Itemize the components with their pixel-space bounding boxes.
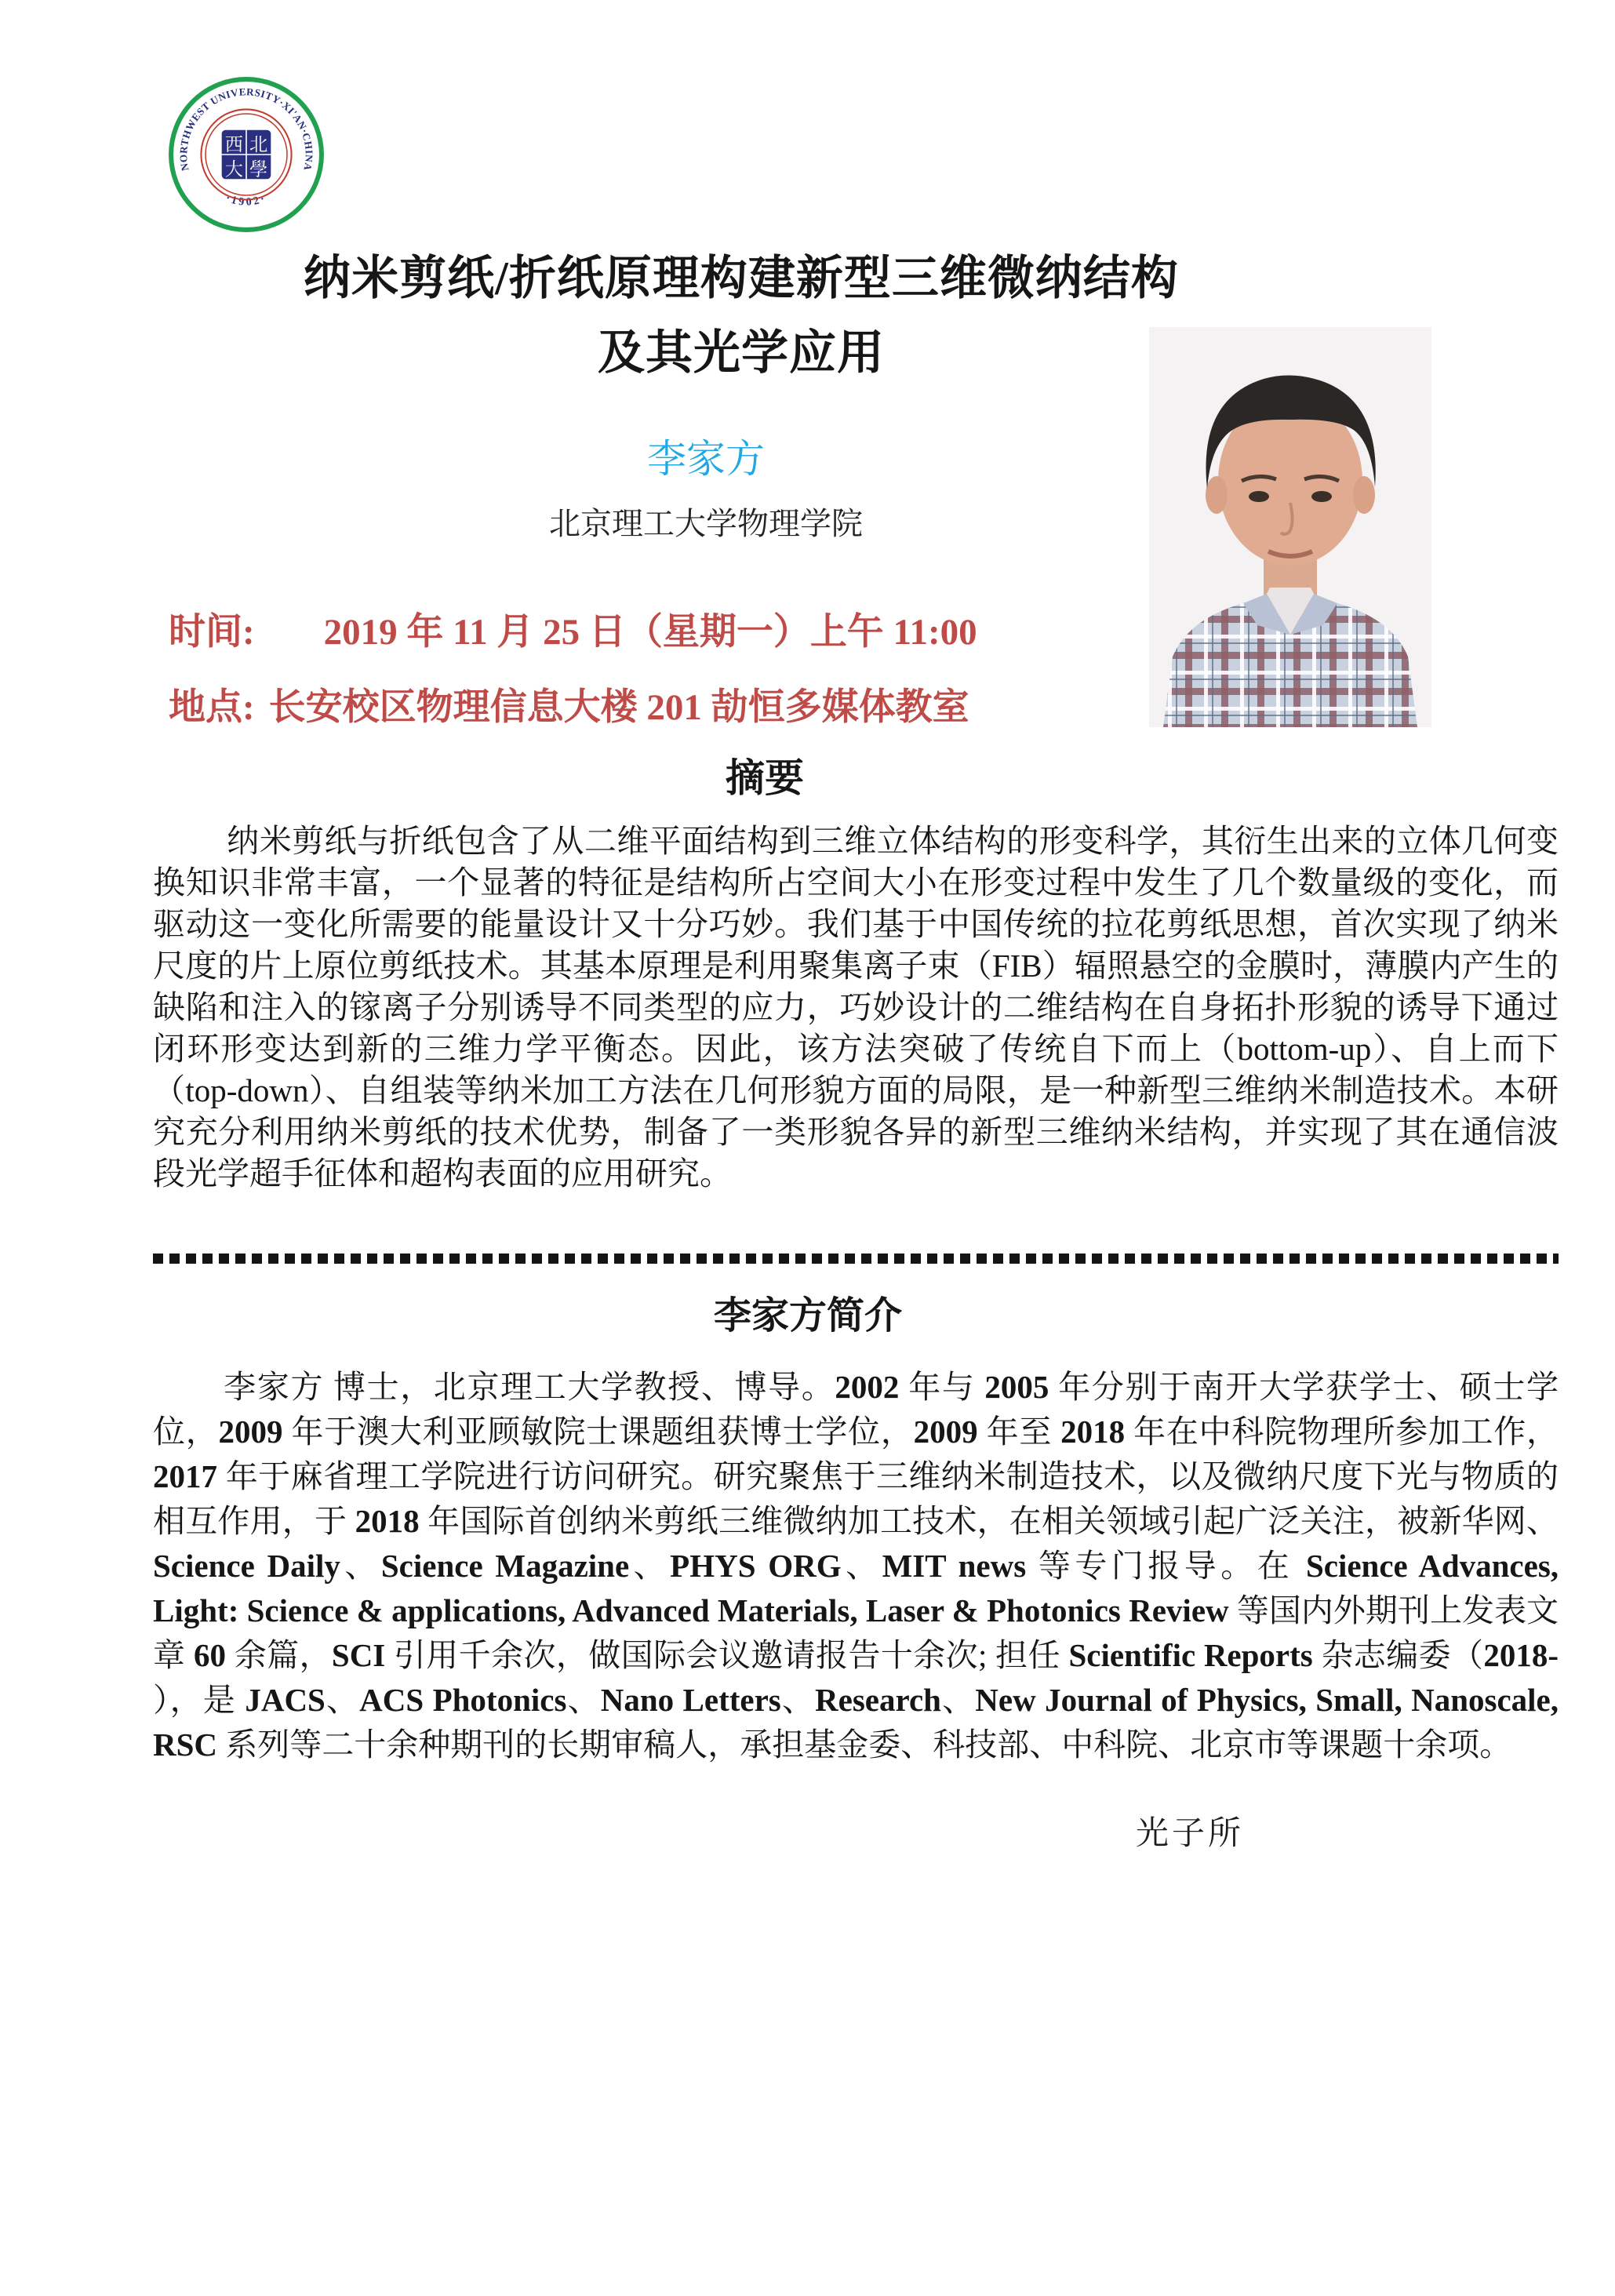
speaker-photo: [1149, 327, 1431, 727]
bio-heading: 李家方简介: [713, 1295, 902, 1337]
logo-top-text: NORTHWEST UNIVERSITY·XI'AN·CHINA: [177, 86, 315, 173]
bio-body: 李家方 博士，北京理工大学教授、博导。2002 年与 2005 年分别于南开大学获学士、硕士学位，2009 年于澳大利亚顾敏院士课题组获博士学位，2009 年至 2018 年在中科院物理所参加工作，2017 年于麻省理工学院进行访问研究。研究聚焦于三维纳米制造技术，以及微纳尺度下光与物质的相互作用，于 2018 年国际首创纳米剪纸三维微纳加工技术，在相关领域引起广泛关注，被新华网、Science Daily、Science Magazine、PHYS ORG、MIT news 等专门报导。在 Science Advances, Light: Science & applications, Advanced Materials, Laser & Photonics Review 等国内外期刊上发表文章 60 余篇，SCI 引用千余次，做国际会议邀请报告十余次; 担任 Scientific Reports 杂志编委（2018- ），是 JACS、ACS Photonics、Nano Letters、Research、New Journal of Physics, Small, Nanoscale, RSC 系列等二十余种期刊的长期审稿人，承担基金委、科技部、中科院、北京市等课题十余项。: [153, 1369, 1559, 1763]
abstract-body: 纳米剪纸与折纸包含了从二维平面结构到三维立体结构的形变科学，其衍生出来的立体几何变换知识非常丰富，一个显著的特征是结构所占空间大小在形变过程中发生了几个数量级的变化，而驱动这一变化所需要的能量设计又十分巧妙。我们基于中国传统的拉花剪纸思想，首次实现了纳米尺度的片上原位剪纸技术。其基本原理是利用聚集离子束（FIB）辐照悬空的金膜时，薄膜内产生的缺陷和注入的镓离子分别诱导不同类型的应力，巧妙设计的二维结构在自身拓扑形貌的诱导下通过闭环形变达到新的三维力学平衡态。因此，该方法突破了传统自下而上（bottom-up）、自上而下（top-down）、自组装等纳米加工方法在几何形貌方面的局限，是一种新型三维纳米制造技术。本研究充分利用纳米剪纸的技术优势，制备了一类形貌各异的新型三维纳米结构，并实现了其在通信波段光学超手征体和超构表面的应用研究。: [153, 823, 1559, 1192]
title-line-1: 纳米剪纸/折纸原理构建新型三维微纳结构: [304, 253, 1179, 304]
university-logo: [167, 75, 326, 234]
logo-year-text: ·1902·: [224, 191, 269, 209]
seal-char-3: 大: [224, 159, 243, 180]
signature: 光子所: [1136, 1816, 1245, 1852]
logo-seal: [222, 130, 271, 180]
dotted-divider: [153, 1254, 1559, 1264]
speaker-affiliation: 北京理工大学物理学院: [549, 506, 863, 541]
title-line-2: 及其光学应用: [598, 327, 885, 379]
abstract-heading: 摘要: [726, 756, 804, 800]
location-value: 长安校区物理信息大楼 201 劼恒多媒体教室: [268, 687, 969, 728]
seal-char-1: 西: [224, 134, 243, 155]
time-label: 时间:: [169, 612, 255, 653]
speaker-name: 李家方: [647, 437, 765, 481]
time-value: 2019 年 11 月 25 日（星期一）上午 11:00: [323, 612, 977, 653]
seal-char-4: 學: [249, 159, 268, 180]
portrait-illustration: [1149, 327, 1431, 727]
time-row: [169, 602, 1267, 655]
location-label: 地点:: [169, 687, 255, 728]
seal-char-2: 北: [249, 134, 268, 155]
location-row: [169, 678, 1267, 730]
